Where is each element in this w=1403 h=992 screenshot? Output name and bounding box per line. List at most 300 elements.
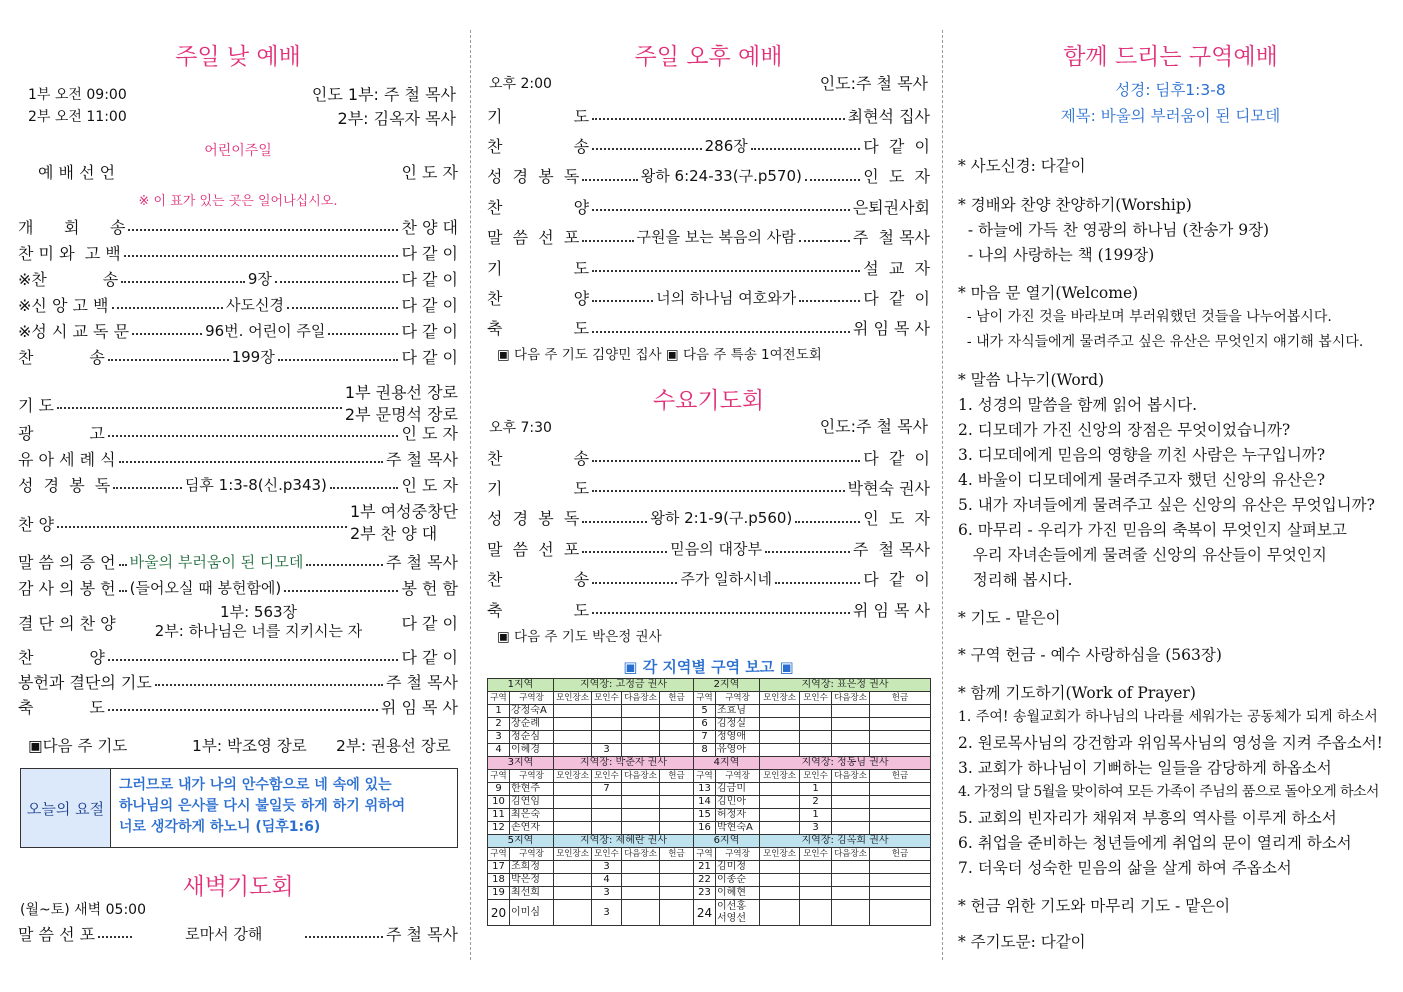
- leader-dots: [57, 407, 342, 409]
- order-item: [18, 471, 458, 497]
- table-cell: [660, 809, 694, 822]
- table-cell: 조효님: [716, 705, 760, 718]
- table-row: [488, 705, 931, 718]
- table-row: [488, 822, 931, 835]
- leader-second: 2부: 김옥자 목사: [337, 109, 456, 128]
- district-name: 6지역: [694, 835, 760, 848]
- order-item-choir: [18, 501, 458, 545]
- order-item-label: ※성 시 교 독 문: [18, 321, 130, 341]
- leader-dots: [128, 229, 398, 231]
- order-item-detail: 딤후 1:3-8(신.p343): [184, 475, 327, 494]
- column-header: 모인장소: [760, 770, 800, 783]
- column-header: 구역: [694, 848, 716, 861]
- program-line: - 남이 가진 것을 바라보며 부러워했던 것들을 나누어봅시다.: [958, 309, 1332, 325]
- table-cell: 김금미: [716, 783, 760, 796]
- column-header: 모인수: [800, 692, 832, 705]
- order-item-label: 찬 양: [487, 197, 590, 217]
- table-cell: [660, 900, 694, 926]
- table-cell: 이미심: [510, 900, 554, 926]
- resolve-hymns: [116, 603, 402, 641]
- leader-dots: [330, 487, 399, 489]
- order-item: [487, 163, 930, 189]
- table-cell: 24: [694, 900, 716, 926]
- leader-dots: [582, 551, 667, 553]
- order-item: [18, 693, 458, 719]
- leader-dots: [278, 359, 399, 361]
- leader-dots: [119, 461, 383, 463]
- program-line: * 말씀 나누기(Word): [958, 371, 1105, 389]
- column-header: 구역장: [716, 770, 760, 783]
- table-cell: [870, 744, 931, 757]
- program-line: - 내가 자식들에게 물려주고 싶은 유산은 무엇인지 얘기해 봅시다.: [958, 334, 1364, 350]
- leader-dots: [124, 255, 399, 257]
- leader-dots: [592, 582, 677, 584]
- table-cell: 17: [488, 861, 510, 874]
- verse-label: 오늘의 요절: [21, 769, 111, 847]
- order-item: [487, 444, 930, 470]
- program-line: 1. 성경의 말씀을 함께 읽어 봅시다.: [958, 396, 1198, 414]
- leader-dots: [287, 307, 399, 309]
- order-item: [487, 284, 930, 310]
- leader-dots: [108, 435, 399, 437]
- program-line: 6. 마무리 - 우리가 가진 믿음의 축복이 무엇인지 살펴보고: [958, 521, 1347, 539]
- order-item: [487, 224, 930, 250]
- table-cell: [760, 744, 800, 757]
- program-line: * 기도 - 맡은이: [958, 609, 1061, 627]
- table-cell: [622, 887, 660, 900]
- leader-dots: [775, 582, 860, 584]
- column-header: 헌금: [870, 692, 931, 705]
- order-item-leader: 다 같 이: [401, 321, 459, 341]
- table-cell: [800, 718, 832, 731]
- table-cell: [554, 822, 592, 835]
- order-item-leader: 인 도 자: [401, 475, 459, 495]
- prayer-first: 1부 권용선 장로: [344, 383, 458, 402]
- table-cell: [760, 809, 800, 822]
- order-item-detail: 사도신경: [226, 295, 284, 314]
- table-cell: 김민아: [716, 796, 760, 809]
- leader-dots: [592, 490, 845, 492]
- district-header-row: [488, 679, 931, 692]
- stand-note: ※ 이 표가 있는 곳은 일어나십시오.: [138, 194, 338, 209]
- order-item-leader: 은퇴권사회: [852, 197, 930, 217]
- table-cell: 장순례: [510, 718, 554, 731]
- verse-box: [20, 768, 458, 848]
- order-item-label: 광 고: [18, 423, 105, 443]
- table-cell: [554, 783, 592, 796]
- order-item-leader: 다 같 이: [401, 347, 458, 367]
- table-cell: 13: [694, 783, 716, 796]
- order-item-label: 성 경 봉 독: [487, 509, 580, 529]
- afternoon-leader: 인도:주 철 목사: [819, 74, 928, 93]
- table-cell: 김미정: [716, 861, 760, 874]
- table-cell: [760, 718, 800, 731]
- table-cell: [554, 900, 592, 926]
- dawn-sermon: [18, 920, 458, 946]
- table-cell: 이선홍 서영선: [716, 900, 760, 926]
- leader-dots: [328, 333, 398, 335]
- order-item-leader: 인 도 자: [401, 423, 458, 443]
- order-item-leader: 위 임 목 사: [380, 697, 458, 717]
- order-item-label: 찬 미 와 고 백: [18, 243, 121, 263]
- resolve-hymn-1: 1부: 563장: [220, 603, 298, 621]
- district-name: 3지역: [488, 757, 554, 770]
- order-item: [18, 239, 458, 265]
- table-cell: 3: [800, 822, 832, 835]
- order-item-label: 말 씀 의 증 언: [18, 552, 116, 572]
- leader-dots: [795, 521, 860, 523]
- table-cell: [832, 809, 870, 822]
- table-row: [488, 718, 931, 731]
- dawn-title: 새벽기도회: [182, 874, 294, 900]
- order-item: [487, 535, 930, 561]
- column-header: 구역: [694, 770, 716, 783]
- cell-title: 함께 드리는 구역예배: [1063, 44, 1278, 70]
- table-cell: [592, 796, 622, 809]
- order-item-detail: 96번. 어린이 주일: [205, 321, 326, 340]
- table-cell: [832, 861, 870, 874]
- table-cell: [592, 705, 622, 718]
- column-header: 구역장: [716, 848, 760, 861]
- order-item-leader: 다 같 이: [401, 295, 459, 315]
- choir-leaders: [350, 501, 458, 545]
- order-item-label: 말 씀 선 포: [487, 228, 580, 248]
- column-divider-2: [942, 30, 943, 960]
- leader-dots: [108, 709, 378, 711]
- leader-dots: [108, 659, 399, 661]
- order-item-label: 찬 송: [18, 347, 105, 367]
- table-cell: 손연자: [510, 822, 554, 835]
- table-cell: 이종순: [716, 874, 760, 887]
- order-item-label: 결 단 의 찬 양: [18, 613, 116, 633]
- table-row: [488, 731, 931, 744]
- table-cell: 12: [488, 822, 510, 835]
- leader-dots: [284, 590, 398, 592]
- order-item: [487, 193, 930, 219]
- table-cell: 20: [488, 900, 510, 926]
- table-cell: 11: [488, 809, 510, 822]
- table-cell: 최은숙: [510, 809, 554, 822]
- table-cell: [800, 731, 832, 744]
- choir-second: 2부 찬 양 대: [349, 524, 438, 543]
- table-cell: [800, 705, 832, 718]
- column-header: 모인장소: [760, 692, 800, 705]
- leader-dots: [592, 300, 653, 302]
- table-cell: 5: [694, 705, 716, 718]
- table-cell: 3: [592, 744, 622, 757]
- leader-dots: [306, 564, 383, 566]
- table-cell: [870, 887, 931, 900]
- report-title: ▣ 각 지역별 구역 보고 ▣: [623, 658, 794, 676]
- table-cell: [870, 783, 931, 796]
- program-line: 정리해 봅시다.: [958, 571, 1073, 589]
- order-item-leader: 주 철 목사: [852, 228, 930, 248]
- table-cell: [554, 731, 592, 744]
- dawn-label: 말 씀 선 포: [18, 924, 96, 944]
- program-line: - 나의 사랑하는 책 (199장): [958, 246, 1155, 264]
- district-name: 4지역: [694, 757, 760, 770]
- leader-dots: [119, 564, 127, 566]
- offering-right: 봉 헌 함: [401, 578, 458, 598]
- leader-dots: [592, 209, 850, 211]
- order-item-leader: 위 임 목 사: [852, 600, 930, 620]
- district-leader: 지역장: 고정금 권사: [554, 679, 694, 692]
- order-item-detail: 너의 하나님 여호와가: [656, 288, 797, 307]
- order-item-leader: 다 같 이: [401, 243, 458, 263]
- sermon-preacher: 주 철 목사: [386, 552, 458, 572]
- next-prayer-first: 1부: 박조영 장로: [192, 737, 307, 755]
- column-header: 구역장: [510, 848, 554, 861]
- table-cell: [870, 900, 931, 926]
- order-item-leader: 주 철 목사: [386, 449, 458, 469]
- order-item-leader: 다 같 이: [401, 647, 458, 667]
- column-header: 구역: [488, 848, 510, 861]
- column-header: 다음장소: [832, 770, 870, 783]
- sunday-morning-column: [18, 0, 458, 992]
- table-cell: [660, 705, 694, 718]
- column-header: 모인수: [592, 848, 622, 861]
- resolve-hymn-2: 2부: 하나님은 너를 지키시는 자: [154, 622, 363, 640]
- table-cell: [592, 718, 622, 731]
- program-line: 6. 취업을 준비하는 청년들에게 취업의 문이 열리게 하소서: [958, 834, 1352, 852]
- order-item: [487, 102, 930, 128]
- program-line: * 구역 헌금 - 예수 사랑하심을 (563장): [958, 646, 1222, 664]
- wednesday-time: 오후 7:30: [489, 420, 552, 436]
- program-line: * 함께 기도하기(Work of Prayer): [958, 684, 1196, 702]
- table-cell: [554, 718, 592, 731]
- table-cell: [870, 874, 931, 887]
- table-cell: [760, 887, 800, 900]
- wednesday-leader: 인도:주 철 목사: [819, 417, 928, 436]
- leader-dots: [112, 307, 224, 309]
- table-cell: [870, 718, 931, 731]
- order-item-leader: 박현숙 권사: [847, 478, 930, 498]
- table-row: [488, 783, 931, 796]
- table-cell: 정영애: [716, 731, 760, 744]
- column-header-row: [488, 848, 931, 861]
- district-name: 1지역: [488, 679, 554, 692]
- table-cell: [660, 887, 694, 900]
- table-cell: [760, 783, 800, 796]
- table-cell: 6: [694, 718, 716, 731]
- column-divider-1: [470, 30, 471, 960]
- leader-dots: [799, 240, 850, 242]
- leader-dots: [119, 590, 127, 592]
- district-leader: 지역장: 김옥희 권사: [760, 835, 931, 848]
- table-cell: [660, 861, 694, 874]
- table-cell: [832, 705, 870, 718]
- order-item-label: 유 아 세 례 식: [18, 449, 116, 469]
- table-cell: 3: [488, 731, 510, 744]
- order-header: [18, 158, 458, 184]
- table-cell: [554, 861, 592, 874]
- table-cell: [622, 705, 660, 718]
- table-cell: 3: [592, 900, 622, 926]
- order-item: [18, 213, 458, 239]
- column-header: 다음장소: [832, 848, 870, 861]
- program-line: * 사도신경: 다같이: [958, 157, 1086, 175]
- leader-dots: [305, 936, 383, 938]
- leader-dots: [592, 460, 860, 462]
- table-cell: [660, 783, 694, 796]
- program-line: 3. 디모데에게 믿음의 영향을 끼친 사람은 누구입니까?: [958, 446, 1326, 464]
- district-leader: 지역장: 표은정 권사: [760, 679, 931, 692]
- table-cell: [622, 731, 660, 744]
- column-header: 모인장소: [554, 848, 592, 861]
- table-cell: 2: [800, 796, 832, 809]
- leader-dots: [592, 331, 850, 333]
- column-header: 헌금: [660, 848, 694, 861]
- table-cell: [832, 796, 870, 809]
- table-cell: [760, 705, 800, 718]
- table-cell: [622, 900, 660, 926]
- order-item-leader: 설 교 자: [863, 258, 930, 278]
- column-header: 헌금: [660, 692, 694, 705]
- order-item-label: 기 도: [487, 478, 590, 498]
- order-item-label: 찬 송: [487, 570, 590, 590]
- table-cell: [660, 822, 694, 835]
- table-cell: 허정자: [716, 809, 760, 822]
- table-cell: [622, 718, 660, 731]
- order-item: [487, 596, 930, 622]
- table-cell: 한현주: [510, 783, 554, 796]
- leader-dots: [98, 936, 132, 938]
- second-service-time: 2부 오전 11:00: [28, 109, 127, 125]
- table-cell: 조희정: [510, 861, 554, 874]
- program-line: 4. 바울이 디모데에게 물려주고자 했던 신앙의 유산은?: [958, 471, 1326, 489]
- district-leader: 지역장: 제혜란 권사: [554, 835, 694, 848]
- table-cell: 박은정: [510, 874, 554, 887]
- table-cell: 18: [488, 874, 510, 887]
- dawn-topic: 로마서 강해: [185, 924, 263, 943]
- table-cell: 1: [800, 809, 832, 822]
- order-item: [18, 668, 458, 694]
- table-cell: [622, 874, 660, 887]
- leader-dots: [765, 551, 850, 553]
- order-item-label: 찬 송: [487, 136, 590, 156]
- leader-dots: [582, 240, 633, 242]
- order-item-detail: 199장: [231, 347, 275, 366]
- column-header-row: [488, 692, 931, 705]
- order-item-label: 축 도: [18, 697, 105, 717]
- district-header-row: [488, 835, 931, 848]
- column-header: 헌금: [870, 770, 931, 783]
- table-cell: 김정실: [716, 718, 760, 731]
- order-item-label: 기 도: [18, 395, 54, 415]
- table-cell: 4: [592, 874, 622, 887]
- table-cell: [660, 796, 694, 809]
- table-cell: [760, 900, 800, 926]
- column-header: 구역장: [510, 692, 554, 705]
- table-cell: [832, 874, 870, 887]
- order-item-leader: 최현석 집사: [847, 106, 930, 126]
- order-item-label: 찬 송: [487, 448, 590, 468]
- table-cell: [800, 861, 832, 874]
- table-cell: [760, 822, 800, 835]
- table-cell: [870, 822, 931, 835]
- program-line: 2. 디모데가 가진 신앙의 장점은 무엇이었습니까?: [958, 421, 1291, 439]
- table-row: [488, 861, 931, 874]
- program-line: 2. 원로목사님의 강건함과 위임목사님의 영성을 지켜 주옵소서!: [958, 734, 1383, 752]
- program-line: - 하늘에 가득 찬 영광의 하나님 (찬송가 9장): [958, 221, 1270, 239]
- order-item-label: ※신 앙 고 백: [18, 295, 109, 315]
- table-cell: 7: [694, 731, 716, 744]
- table-cell: 9: [488, 783, 510, 796]
- table-row: [488, 796, 931, 809]
- table-cell: 박현숙A: [716, 822, 760, 835]
- table-cell: [870, 796, 931, 809]
- order-item-detail: 구원을 보는 복음의 사람: [636, 228, 796, 247]
- table-cell: [800, 874, 832, 887]
- leader-dots: [751, 148, 861, 150]
- order-item: [18, 419, 458, 445]
- leader-first: 인도 1부: 주 철 목사: [311, 85, 456, 104]
- program-line: * 헌금 위한 기도와 마무리 기도 - 맡은이: [958, 897, 1231, 915]
- table-cell: 10: [488, 796, 510, 809]
- table-cell: 14: [694, 796, 716, 809]
- program-line: 4. 가정의 달 5월을 맞이하여 모든 가족이 주님의 품으로 돌아오게 하소서: [958, 784, 1379, 800]
- order-item-leader: 인 도 자: [863, 509, 930, 529]
- table-cell: [554, 887, 592, 900]
- table-cell: [870, 705, 931, 718]
- table-cell: [554, 809, 592, 822]
- table-cell: [592, 731, 622, 744]
- order-item: [487, 566, 930, 592]
- leader-dots: [121, 281, 245, 283]
- order-item-label: 성 경 봉 독: [487, 167, 580, 187]
- offering-note: (들어오실 때 봉헌함에): [129, 578, 282, 597]
- column-header: 다음장소: [832, 692, 870, 705]
- order-item-label: ※찬 송: [18, 269, 119, 289]
- afternoon-next-line: ▣ 다음 주 기도 김양민 집사 ▣ 다음 주 특송 1여전도회: [497, 347, 822, 363]
- order-item: [18, 317, 458, 343]
- order-item-label: 개 회 송: [18, 217, 126, 237]
- leader-dots: [155, 684, 383, 686]
- table-cell: 최선희: [510, 887, 554, 900]
- table-cell: [800, 887, 832, 900]
- order-item-leader: 찬 양 대: [401, 217, 458, 237]
- table-cell: [832, 783, 870, 796]
- table-cell: 정순심: [510, 731, 554, 744]
- table-cell: 이혜경: [510, 744, 554, 757]
- order-item-label: 성 경 봉 독: [18, 475, 111, 495]
- choir-first: 1부 여성중창단: [349, 502, 458, 521]
- table-cell: 8: [694, 744, 716, 757]
- program-line: 7. 더욱더 성숙한 믿음의 삶을 살게 하여 주옵소서: [958, 859, 1292, 877]
- order-right: 인 도 자: [401, 162, 458, 182]
- column-header: 다음장소: [622, 848, 660, 861]
- leader-dots: [799, 300, 860, 302]
- leader-dots: [132, 333, 202, 335]
- leader-dots: [592, 612, 850, 614]
- order-item: [18, 265, 458, 291]
- order-item-detail: 주가 일하시네: [680, 570, 773, 589]
- table-row: [488, 809, 931, 822]
- table-cell: [660, 874, 694, 887]
- next-prayer-label: ▣다음 주 기도: [28, 737, 128, 755]
- program-line: 5. 교회의 빈자리가 채워져 부흥의 역사를 이루게 하소서: [958, 809, 1337, 827]
- table-cell: 21: [694, 861, 716, 874]
- program-line: 3. 교회가 하나님이 기뻐하는 일들을 감당하게 하옵소서: [958, 759, 1332, 777]
- program-line: 우리 자녀손들에게 물려줄 신앙의 유산들이 무엇인지: [958, 546, 1327, 564]
- table-cell: [660, 718, 694, 731]
- column-header: 헌금: [870, 848, 931, 861]
- table-cell: [760, 861, 800, 874]
- table-cell: 15: [694, 809, 716, 822]
- program-line: 5. 내가 자녀들에게 물려주고 싶은 신앙의 유산은 무엇입니까?: [958, 496, 1375, 514]
- table-cell: [800, 744, 832, 757]
- table-cell: [622, 796, 660, 809]
